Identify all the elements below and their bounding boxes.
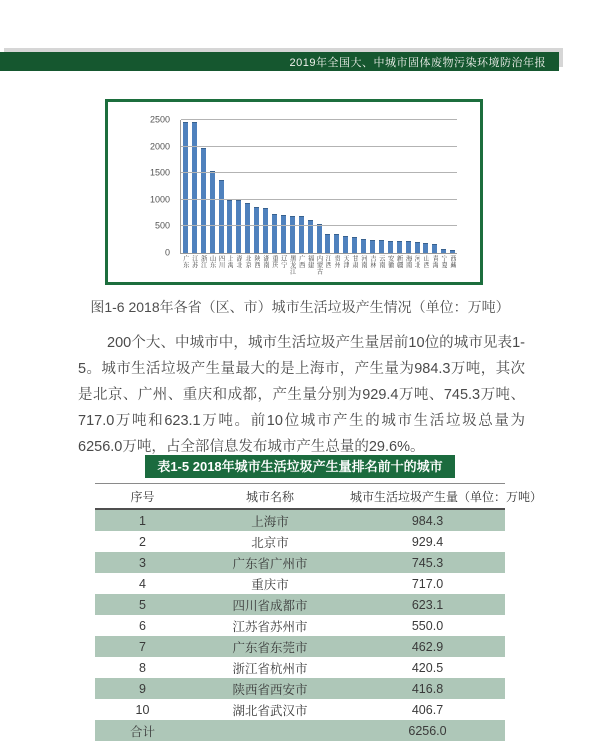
table-cell: 8 [139, 660, 146, 675]
bar-广东 [183, 122, 188, 253]
table-cell: 陕西省西安市 [232, 682, 308, 697]
chart-x-axis-labels [180, 255, 456, 283]
bar-column [341, 120, 350, 253]
bar-湖北 [236, 200, 241, 253]
bar-column [350, 120, 359, 253]
bar-辽宁 [281, 215, 286, 254]
bar-四川 [219, 180, 224, 253]
x-tick-label: 山西 [422, 255, 430, 268]
table-cell: 3 [139, 555, 146, 570]
bar-column [404, 120, 413, 253]
y-tick-label: 1500 [149, 167, 170, 178]
bar-column [288, 120, 297, 253]
bar-column [421, 120, 430, 253]
bar-陕西 [254, 207, 259, 253]
table-row [95, 678, 505, 699]
x-tick-label: 上海 [226, 255, 234, 268]
table-cell: 四川省成都市 [232, 598, 308, 613]
x-tick-label: 安徽 [386, 255, 394, 268]
report-header-title: 2019年全国大、中城市固体废物污染环境防治年报 [289, 56, 546, 69]
x-tick-label: 湖北 [235, 255, 243, 268]
table-cell: 929.4 [411, 534, 444, 549]
x-tick-label: 贵州 [333, 255, 341, 268]
y-tick-label: 2000 [149, 141, 170, 152]
bar-column [359, 120, 368, 253]
bar-贵州 [334, 234, 339, 253]
y-tick-label: 1000 [149, 194, 170, 205]
bar-北京 [245, 203, 250, 253]
bar-column [306, 120, 315, 253]
table-row [95, 636, 505, 657]
table-cell: 5 [139, 597, 146, 612]
bar-海南 [406, 241, 411, 253]
x-tick-label: 内蒙古 [315, 255, 323, 275]
report-header-banner [0, 52, 559, 71]
body-paragraph: 200个大、中城市中，城市生活垃圾产生量居前10位的城市见表1-5。城市生活垃圾产生量最大的是上海市，产生量为984.3万吨，其次是北京、广州、重庆和成都，产生量分别为929.4万吨、745.3万吨、717.0万吨和623.1万吨。前10位城市产生的城市生活垃圾总量为6256.0万吨，占全部信息发布城市产生总量的29.6%。 [78, 335, 525, 455]
bar-column [324, 120, 333, 253]
x-tick-label: 江苏 [190, 255, 198, 268]
table-cell: 7 [139, 639, 146, 654]
bar-column [190, 120, 199, 253]
table-header [95, 484, 543, 510]
x-tick-label: 江西 [324, 255, 332, 268]
table-cell: 984.3 [411, 513, 444, 528]
x-tick-label: 吉林 [368, 255, 376, 268]
table-cell: 416.8 [411, 681, 444, 696]
x-tick-label: 甘肃 [351, 255, 359, 268]
bar-重庆 [272, 214, 277, 253]
x-tick-label: 山东 [208, 255, 216, 268]
bar-广西 [299, 216, 304, 253]
table-cell: 420.5 [411, 660, 444, 675]
table-cell: 9 [139, 681, 146, 696]
bar-column [315, 120, 324, 253]
table-row [95, 594, 505, 615]
bar-column [234, 120, 243, 253]
table-cell: 406.7 [411, 702, 444, 717]
bar-column [261, 120, 270, 253]
figure-1-6-chart [105, 99, 483, 285]
bar-column [199, 120, 208, 253]
bar-column [217, 120, 226, 253]
bar-column [448, 120, 457, 253]
y-tick-label: 0 [164, 247, 170, 258]
table-cell: 江苏省苏州市 [232, 619, 308, 634]
table-row [95, 573, 505, 594]
top10-cities-table [95, 483, 543, 741]
gridline [181, 199, 457, 200]
x-tick-label: 河南 [360, 255, 368, 268]
bar-河南 [361, 239, 366, 253]
table-cell: 4 [139, 576, 146, 591]
bar-江西 [325, 234, 330, 253]
bar-甘肃 [352, 237, 357, 253]
table-cell [190, 720, 350, 741]
bar-column [368, 120, 377, 253]
bar-天津 [343, 236, 348, 253]
table-column-header: 城市名称 [190, 484, 350, 510]
bar-云南 [379, 240, 384, 253]
table-cell: 10 [135, 702, 150, 717]
bar-column [395, 120, 404, 253]
bar-黑龙江 [290, 216, 295, 253]
bar-西藏 [450, 250, 455, 253]
bar-column [430, 120, 439, 253]
table-cell: 623.1 [411, 597, 444, 612]
gridline [181, 146, 457, 147]
bar-column [270, 120, 279, 253]
table-cell: 2 [139, 534, 146, 549]
x-tick-label: 青海 [431, 255, 439, 268]
x-tick-label: 广西 [297, 255, 305, 268]
gridline [181, 225, 457, 226]
table-cell: 合计 [129, 724, 155, 739]
figure-caption: 图1-6 2018年各省（区、市）城市生活垃圾产生情况（单位：万吨） [90, 299, 510, 315]
table-row [95, 615, 505, 636]
x-tick-label: 辽宁 [279, 255, 287, 268]
bar-新疆 [397, 241, 402, 253]
y-tick-label: 2500 [149, 114, 170, 125]
bar-山西 [423, 243, 428, 253]
table-cell: 745.3 [411, 555, 444, 570]
x-tick-label: 新疆 [395, 255, 403, 268]
y-tick-label: 500 [154, 220, 170, 231]
table-total-row [95, 720, 505, 741]
bar-column [439, 120, 448, 253]
x-tick-label: 海南 [404, 255, 412, 268]
table-row [95, 552, 505, 573]
bar-column [377, 120, 386, 253]
bar-内蒙古 [317, 224, 322, 253]
chart-plot-area [180, 120, 457, 254]
table-cell: 重庆市 [251, 577, 289, 592]
bar-column [279, 120, 288, 253]
bar-湖南 [263, 208, 268, 253]
table-header-row [95, 484, 505, 510]
table-cell: 717.0 [411, 576, 444, 591]
bar-column [332, 120, 341, 253]
bar-江苏 [192, 122, 197, 253]
bar-column [252, 120, 261, 253]
table-title-bar: 表1-5 2018年城市生活垃圾产生量排名前十的城市 [145, 455, 455, 478]
table-row [95, 699, 505, 720]
table-body [95, 509, 505, 741]
bar-吉林 [370, 240, 375, 254]
bar-column [208, 120, 217, 253]
bar-宁夏 [441, 249, 446, 253]
gridline [181, 119, 457, 120]
table-cell: 6 [139, 618, 146, 633]
x-tick-label: 北京 [244, 255, 252, 268]
table-cell: 湖北省武汉市 [232, 703, 308, 718]
table-cell: 广东省东莞市 [232, 640, 308, 655]
bar-column [413, 120, 422, 253]
bar-column [297, 120, 306, 253]
x-tick-label: 四川 [217, 255, 225, 268]
x-tick-label: 云南 [377, 255, 385, 268]
table-column-header: 城市生活垃圾产生量（单位：万吨） [350, 484, 505, 510]
x-tick-label: 河北 [413, 255, 421, 268]
bar-山东 [210, 171, 215, 253]
table-cell: 广东省广州市 [232, 556, 308, 571]
bar-青海 [432, 244, 437, 253]
bar-column [181, 120, 190, 253]
x-tick-label: 福建 [306, 255, 314, 268]
bar-column [226, 120, 235, 253]
bar-column [386, 120, 395, 253]
table-cell: 6256.0 [408, 723, 447, 738]
table-cell: 1 [139, 513, 146, 528]
x-tick-label: 重庆 [270, 255, 278, 268]
x-tick-label: 黑龙江 [288, 255, 296, 275]
table-row [95, 509, 505, 531]
x-tick-label: 广东 [181, 255, 189, 268]
table-cell: 上海市 [251, 514, 289, 529]
x-tick-label: 湖南 [262, 255, 270, 268]
table-cell: 浙江省杭州市 [232, 661, 308, 676]
x-tick-label: 浙江 [199, 255, 207, 268]
table-row [95, 531, 505, 552]
chart-bars [181, 120, 457, 253]
x-tick-label: 陕西 [253, 255, 261, 268]
bar-浙江 [201, 148, 206, 253]
table-row [95, 657, 505, 678]
x-tick-label: 宁夏 [440, 255, 448, 268]
chart-y-axis [108, 114, 174, 258]
x-tick-label: 西藏 [449, 255, 457, 268]
x-tick-label: 天津 [342, 255, 350, 268]
table-cell: 462.9 [411, 639, 444, 654]
bar-安徽 [388, 241, 393, 253]
bar-河北 [415, 242, 420, 253]
table-column-header: 序号 [95, 484, 190, 510]
table-cell: 北京市 [251, 535, 289, 550]
table-cell: 550.0 [411, 618, 444, 633]
gridline [181, 172, 457, 173]
bar-column [243, 120, 252, 253]
